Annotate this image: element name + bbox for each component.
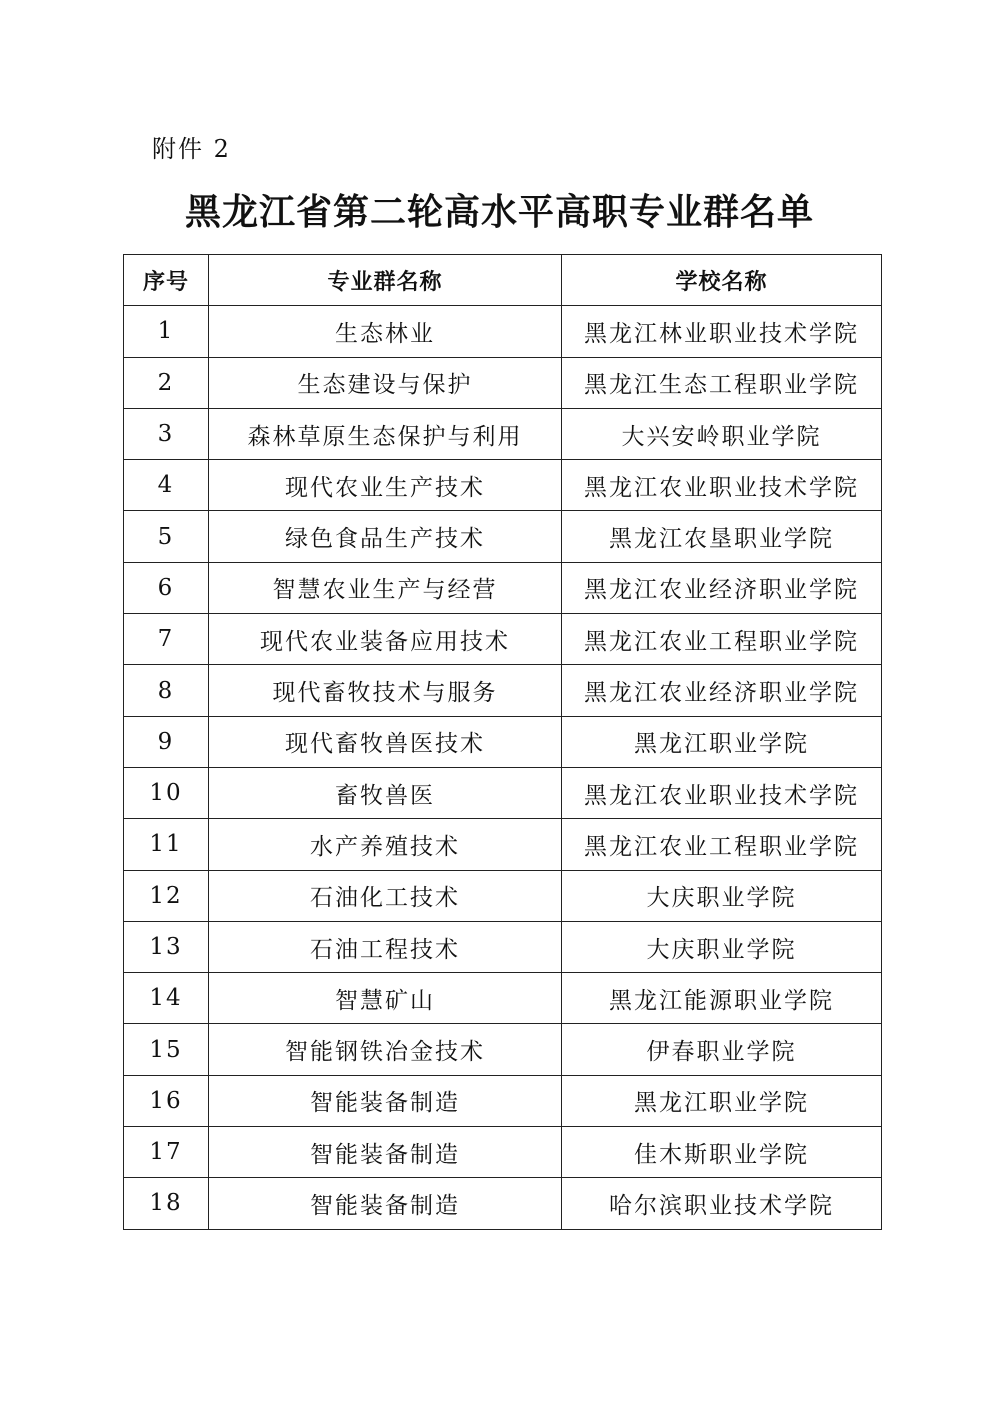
serial-number-cell: 4 [124,460,209,511]
serial-number-cell: 17 [124,1127,209,1178]
document-title: 黑龙江省第二轮高水平高职专业群名单 [184,192,814,233]
major-group-table [123,254,882,1230]
school-name-cell: 大庆职业学院 [562,870,882,921]
table-row [124,306,882,357]
table-row [124,665,882,716]
table-row [124,614,882,665]
serial-number-cell: 13 [124,921,209,972]
serial-number-cell: 18 [124,1178,209,1229]
school-name-cell: 黑龙江职业学院 [562,1075,882,1126]
school-name-cell: 大兴安岭职业学院 [562,408,882,459]
school-name-cell: 黑龙江林业职业技术学院 [562,306,882,357]
table-header-row [124,255,882,306]
school-name-cell: 佳木斯职业学院 [562,1127,882,1178]
table-row [124,767,882,818]
school-name-cell: 大庆职业学院 [562,921,882,972]
school-name-cell: 黑龙江农业职业技术学院 [562,767,882,818]
school-name-cell: 黑龙江农业经济职业学院 [562,665,882,716]
serial-number-cell: 3 [124,408,209,459]
table-row [124,1024,882,1075]
major-group-cell: 智能装备制造 [209,1127,562,1178]
major-group-cell: 智能装备制造 [209,1178,562,1229]
serial-number-cell: 8 [124,665,209,716]
school-name-cell: 哈尔滨职业技术学院 [562,1178,882,1229]
school-name-cell: 黑龙江农垦职业学院 [562,511,882,562]
header-school-name: 学校名称 [562,255,882,306]
serial-number-cell: 14 [124,973,209,1024]
major-group-cell: 智能装备制造 [209,1075,562,1126]
school-name-cell: 黑龙江职业学院 [562,716,882,767]
table-row [124,357,882,408]
table-row [124,870,882,921]
major-group-cell: 石油工程技术 [209,921,562,972]
major-group-cell: 智能钢铁冶金技术 [209,1024,562,1075]
table-row [124,562,882,613]
table-row [124,511,882,562]
serial-number-cell: 6 [124,562,209,613]
serial-number-cell: 10 [124,767,209,818]
school-name-cell: 黑龙江农业工程职业学院 [562,614,882,665]
table-row [124,408,882,459]
header-major-group-name: 专业群名称 [209,255,562,306]
school-name-cell: 黑龙江能源职业学院 [562,973,882,1024]
table-row [124,1075,882,1126]
table-row [124,1178,882,1229]
major-group-cell: 智慧农业生产与经营 [209,562,562,613]
major-group-cell: 现代农业装备应用技术 [209,614,562,665]
major-group-cell: 生态建设与保护 [209,357,562,408]
major-group-cell: 智慧矿山 [209,973,562,1024]
serial-number-cell: 2 [124,357,209,408]
school-name-cell: 黑龙江农业经济职业学院 [562,562,882,613]
attachment-label: 附件 2 [152,135,231,163]
serial-number-cell: 1 [124,306,209,357]
serial-number-cell: 15 [124,1024,209,1075]
school-name-cell: 黑龙江农业工程职业学院 [562,819,882,870]
table-row [124,819,882,870]
major-group-cell: 畜牧兽医 [209,767,562,818]
school-name-cell: 伊春职业学院 [562,1024,882,1075]
major-group-cell: 现代农业生产技术 [209,460,562,511]
school-name-cell: 黑龙江农业职业技术学院 [562,460,882,511]
major-group-cell: 现代畜牧技术与服务 [209,665,562,716]
serial-number-cell: 12 [124,870,209,921]
serial-number-cell: 16 [124,1075,209,1126]
serial-number-cell: 11 [124,819,209,870]
major-group-cell: 石油化工技术 [209,870,562,921]
table-row [124,716,882,767]
major-group-cell: 生态林业 [209,306,562,357]
major-group-cell: 水产养殖技术 [209,819,562,870]
table-row [124,921,882,972]
school-name-cell: 黑龙江生态工程职业学院 [562,357,882,408]
major-group-cell: 绿色食品生产技术 [209,511,562,562]
header-serial-number: 序号 [124,255,209,306]
table-row [124,1127,882,1178]
serial-number-cell: 9 [124,716,209,767]
serial-number-cell: 7 [124,614,209,665]
table-row [124,973,882,1024]
major-group-cell: 现代畜牧兽医技术 [209,716,562,767]
major-group-cell: 森林草原生态保护与利用 [209,408,562,459]
serial-number-cell: 5 [124,511,209,562]
table-row [124,460,882,511]
